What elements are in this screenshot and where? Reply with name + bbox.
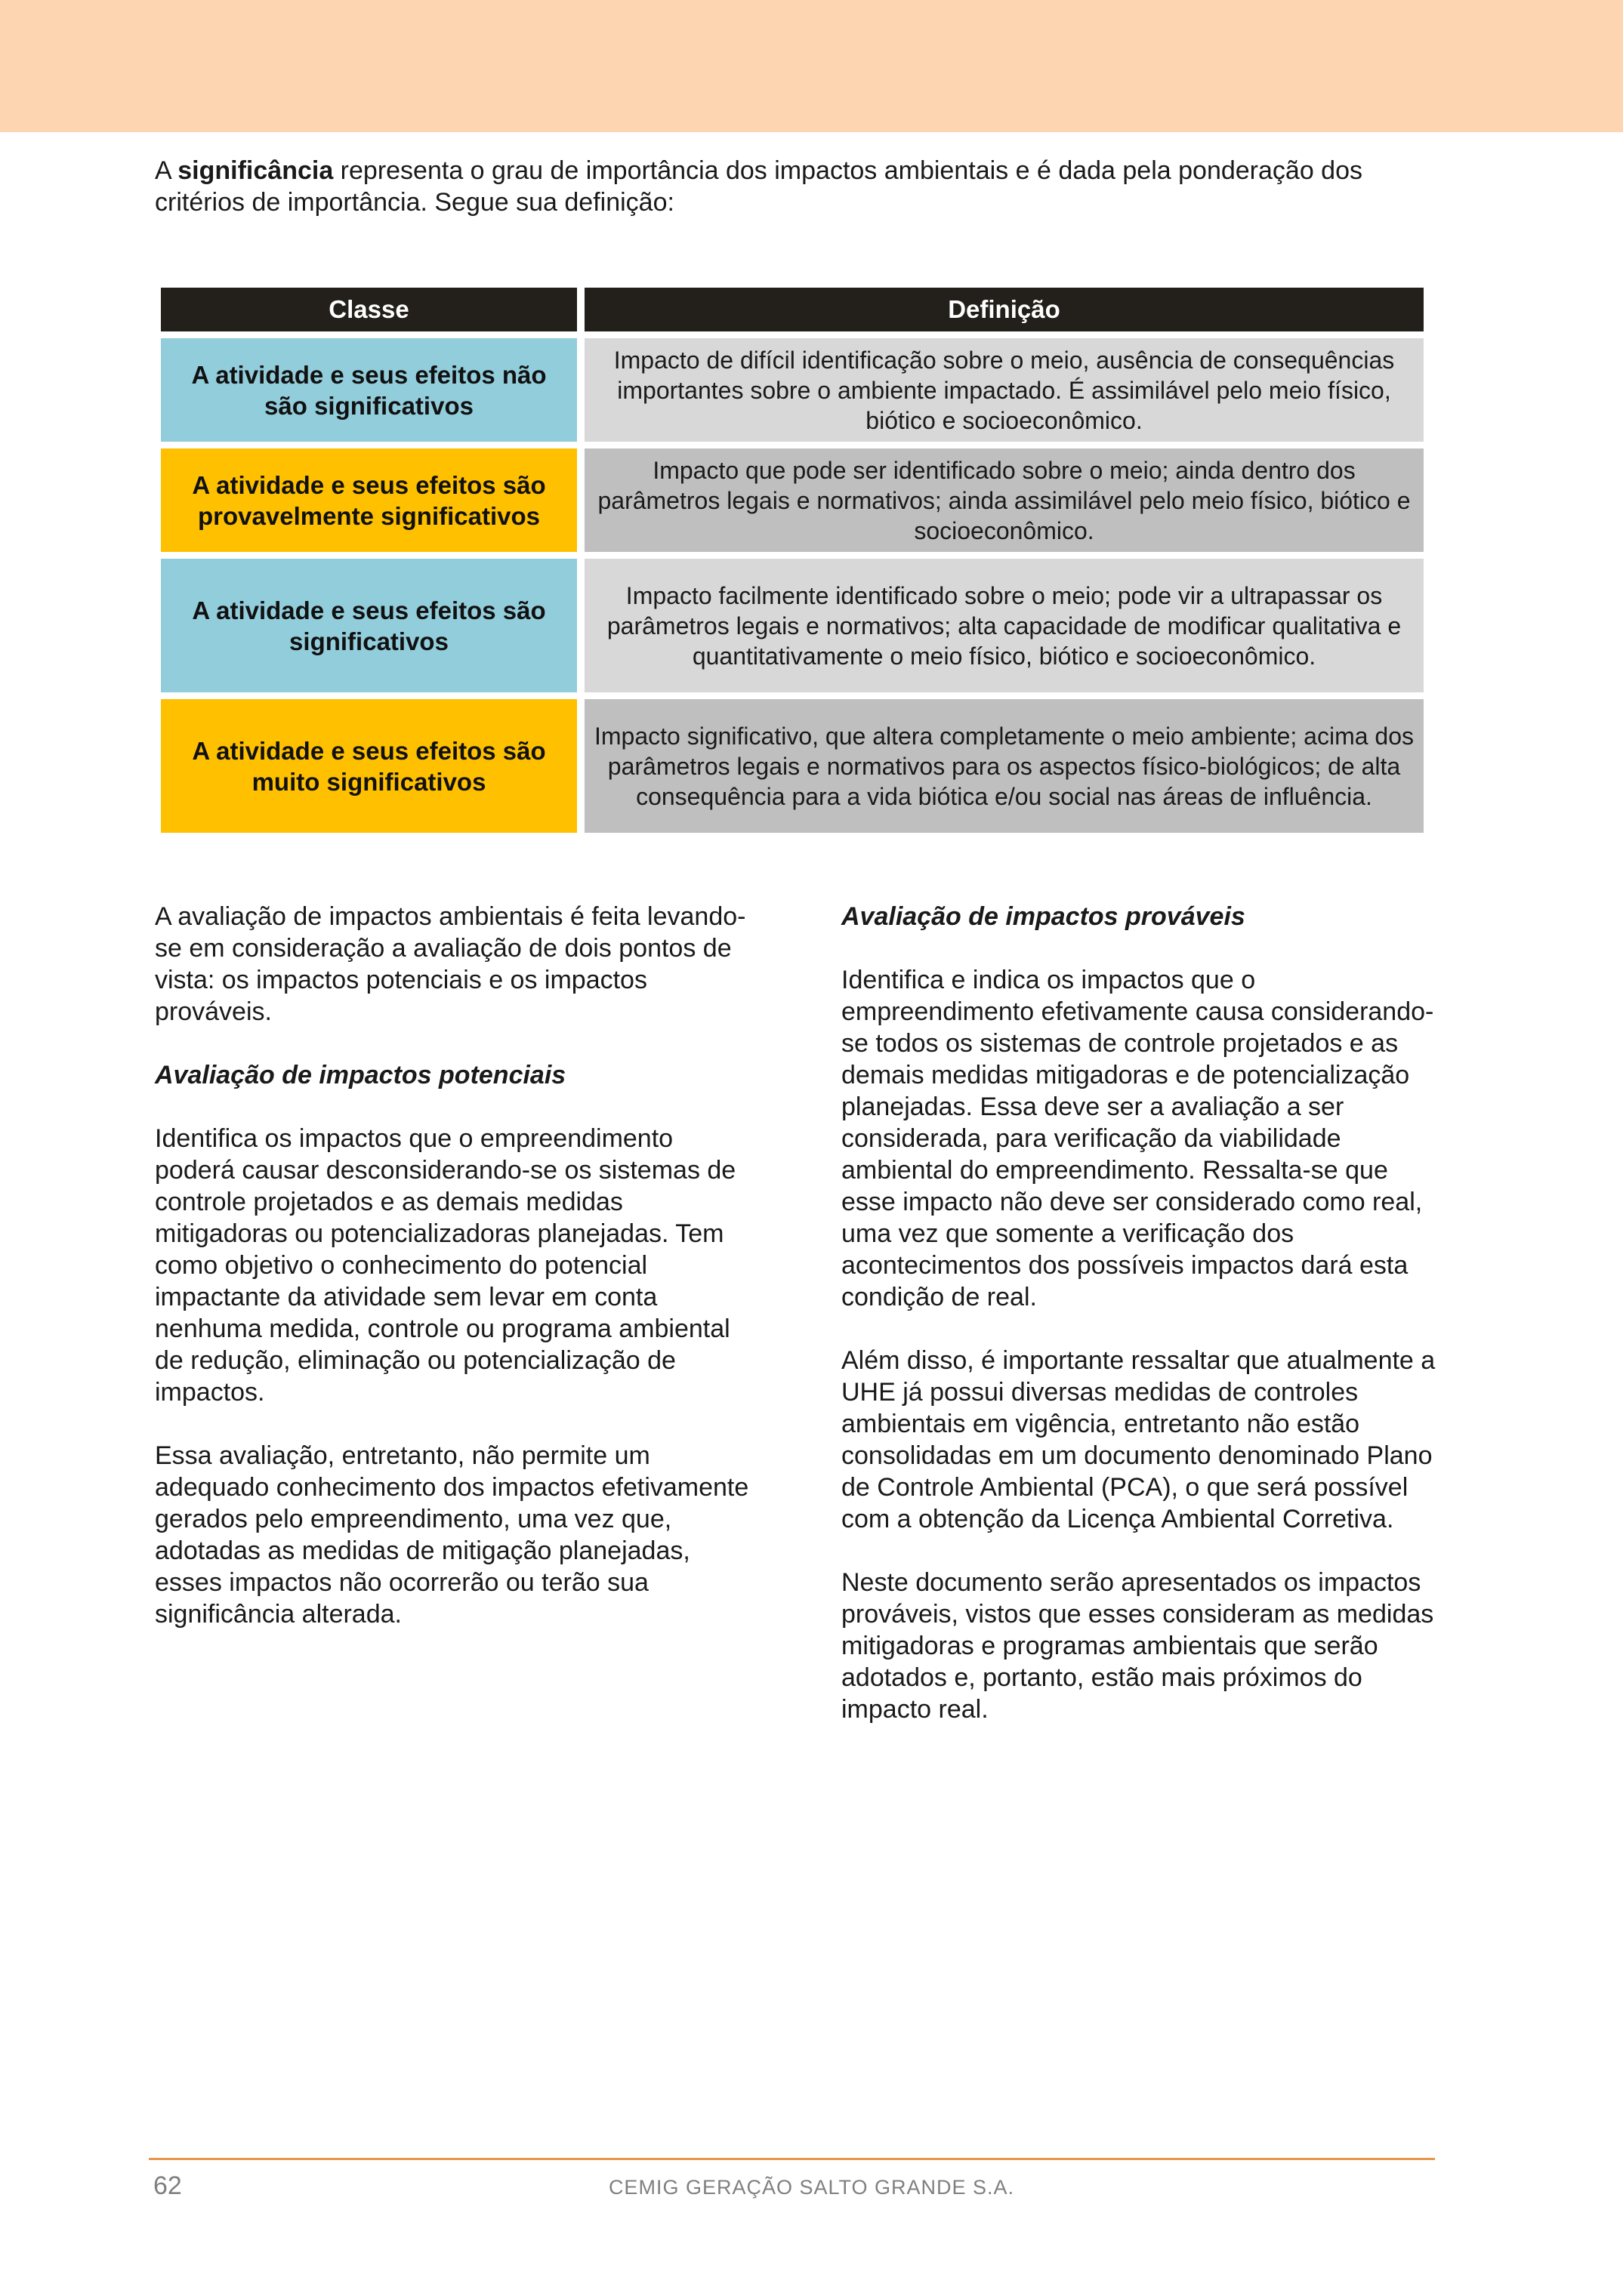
right-paragraph-3: Neste documento serão apresentados os impactos prováveis, vistos que esses consideram as medidas mitigadoras e programas ambientais que serão adotados e, portanto, estão mais próximos do impacto real. bbox=[841, 1568, 1434, 1724]
right-paragraph-1: Identifica e indica os impactos que o empreendimento efetivamente causa considerando-se todos os sistemas de controle projetados e as demais medidas mitigadoras e de potencialização planejadas. Essa deve ser a avaliação a ser considerada, para verificação da viabilidade ambiental do empreendimento. Ressalta-se que esse impacto não deve ser considerado como real, uma vez que somente a verificação dos acontecimentos dos possíveis impactos dará esta condição de real. bbox=[841, 966, 1434, 1311]
left-paragraph-1: A avaliação de impactos ambientais é feita levando-se em consideração a avaliação de dois pontos de vista: os impactos potenciais e os impactos prováveis. bbox=[155, 902, 746, 1026]
page-number: 62 bbox=[153, 2171, 182, 2200]
definicao-cell: Impacto de difícil identificação sobre o meio, ausência de consequências importantes sobre o ambiente impactado. É assimilável pelo meio físico, biótico e socioeconômico. bbox=[585, 338, 1424, 442]
table-header-row bbox=[161, 288, 1424, 331]
left-paragraph-3: Essa avaliação, entretanto, não permite um adequado conhecimento dos impactos efetivamente gerados pelo empreendimento, uma vez que, adotadas as medidas de mitigação planejadas, esses impactos não ocorrerão ou terão sua significância alterada. bbox=[155, 1441, 749, 1629]
classe-cell: A atividade e seus efeitos não são significativos bbox=[161, 338, 577, 442]
definicao-cell: Impacto significativo, que altera completamente o meio ambiente; acima dos parâmetros legais e normativos para os aspectos físico-biológicos; de alta consequência para a vida biótica e/ou social nas áreas de influência. bbox=[585, 699, 1424, 833]
classe-cell: A atividade e seus efeitos são provavelmente significativos bbox=[161, 448, 577, 552]
definicao-cell: Impacto que pode ser identificado sobre o meio; ainda dentro dos parâmetros legais e normativos; ainda assimilável pelo meio físico, biótico e socioeconômico. bbox=[585, 448, 1424, 552]
intro-bold-term: significância bbox=[177, 156, 334, 185]
probable-impacts-heading: Avaliação de impactos prováveis bbox=[841, 902, 1245, 931]
left-column bbox=[155, 901, 759, 1662]
potential-impacts-heading: Avaliação de impactos potenciais bbox=[155, 1061, 566, 1089]
intro-paragraph bbox=[155, 155, 1439, 218]
classe-cell: A atividade e seus efeitos são significativos bbox=[161, 559, 577, 692]
table-row bbox=[161, 338, 1424, 442]
header-definicao: Definição bbox=[585, 288, 1424, 331]
intro-prefix: A bbox=[155, 156, 171, 185]
header-classe: Classe bbox=[161, 288, 577, 331]
classe-cell: A atividade e seus efeitos são muito significativos bbox=[161, 699, 577, 833]
table-row bbox=[161, 448, 1424, 552]
intro-rest: representa o grau de importância dos impactos ambientais e é dada pela ponderação dos critérios de importância. Segue sua definição: bbox=[155, 156, 1362, 217]
left-paragraph-2: Identifica os impactos que o empreendimento poderá causar desconsiderando-se os sistemas de controle projetados e as demais medidas mitigadoras ou potencializadoras planejadas. Tem como objetivo o conhecimento do potencial impactante da atividade sem levar em conta nenhuma medida, controle ou programa ambiental de redução, eliminação ou potencialização de impactos. bbox=[155, 1124, 736, 1407]
right-paragraph-2: Além disso, é importante ressaltar que atualmente a UHE já possui diversas medidas de controles ambientais em vigência, entretanto não estão consolidadas em um documento denominado Plano de Controle Ambiental (PCA), o que será possível com a obtenção da Licença Ambiental Corretiva. bbox=[841, 1346, 1436, 1533]
header-band bbox=[0, 0, 1623, 132]
footer-company: CEMIG GERAÇÃO SALTO GRANDE S.A. bbox=[608, 2176, 1015, 2199]
table-row bbox=[161, 559, 1424, 692]
table-row bbox=[161, 699, 1424, 833]
footer-divider bbox=[149, 2158, 1435, 2160]
definicao-cell: Impacto facilmente identificado sobre o meio; pode vir a ultrapassar os parâmetros legais e normativos; alta capacidade de modificar qualitativa e quantitativamente o meio físico, biótico e socioeconômico. bbox=[585, 559, 1424, 692]
significance-table bbox=[161, 288, 1424, 840]
right-column bbox=[841, 901, 1446, 1757]
